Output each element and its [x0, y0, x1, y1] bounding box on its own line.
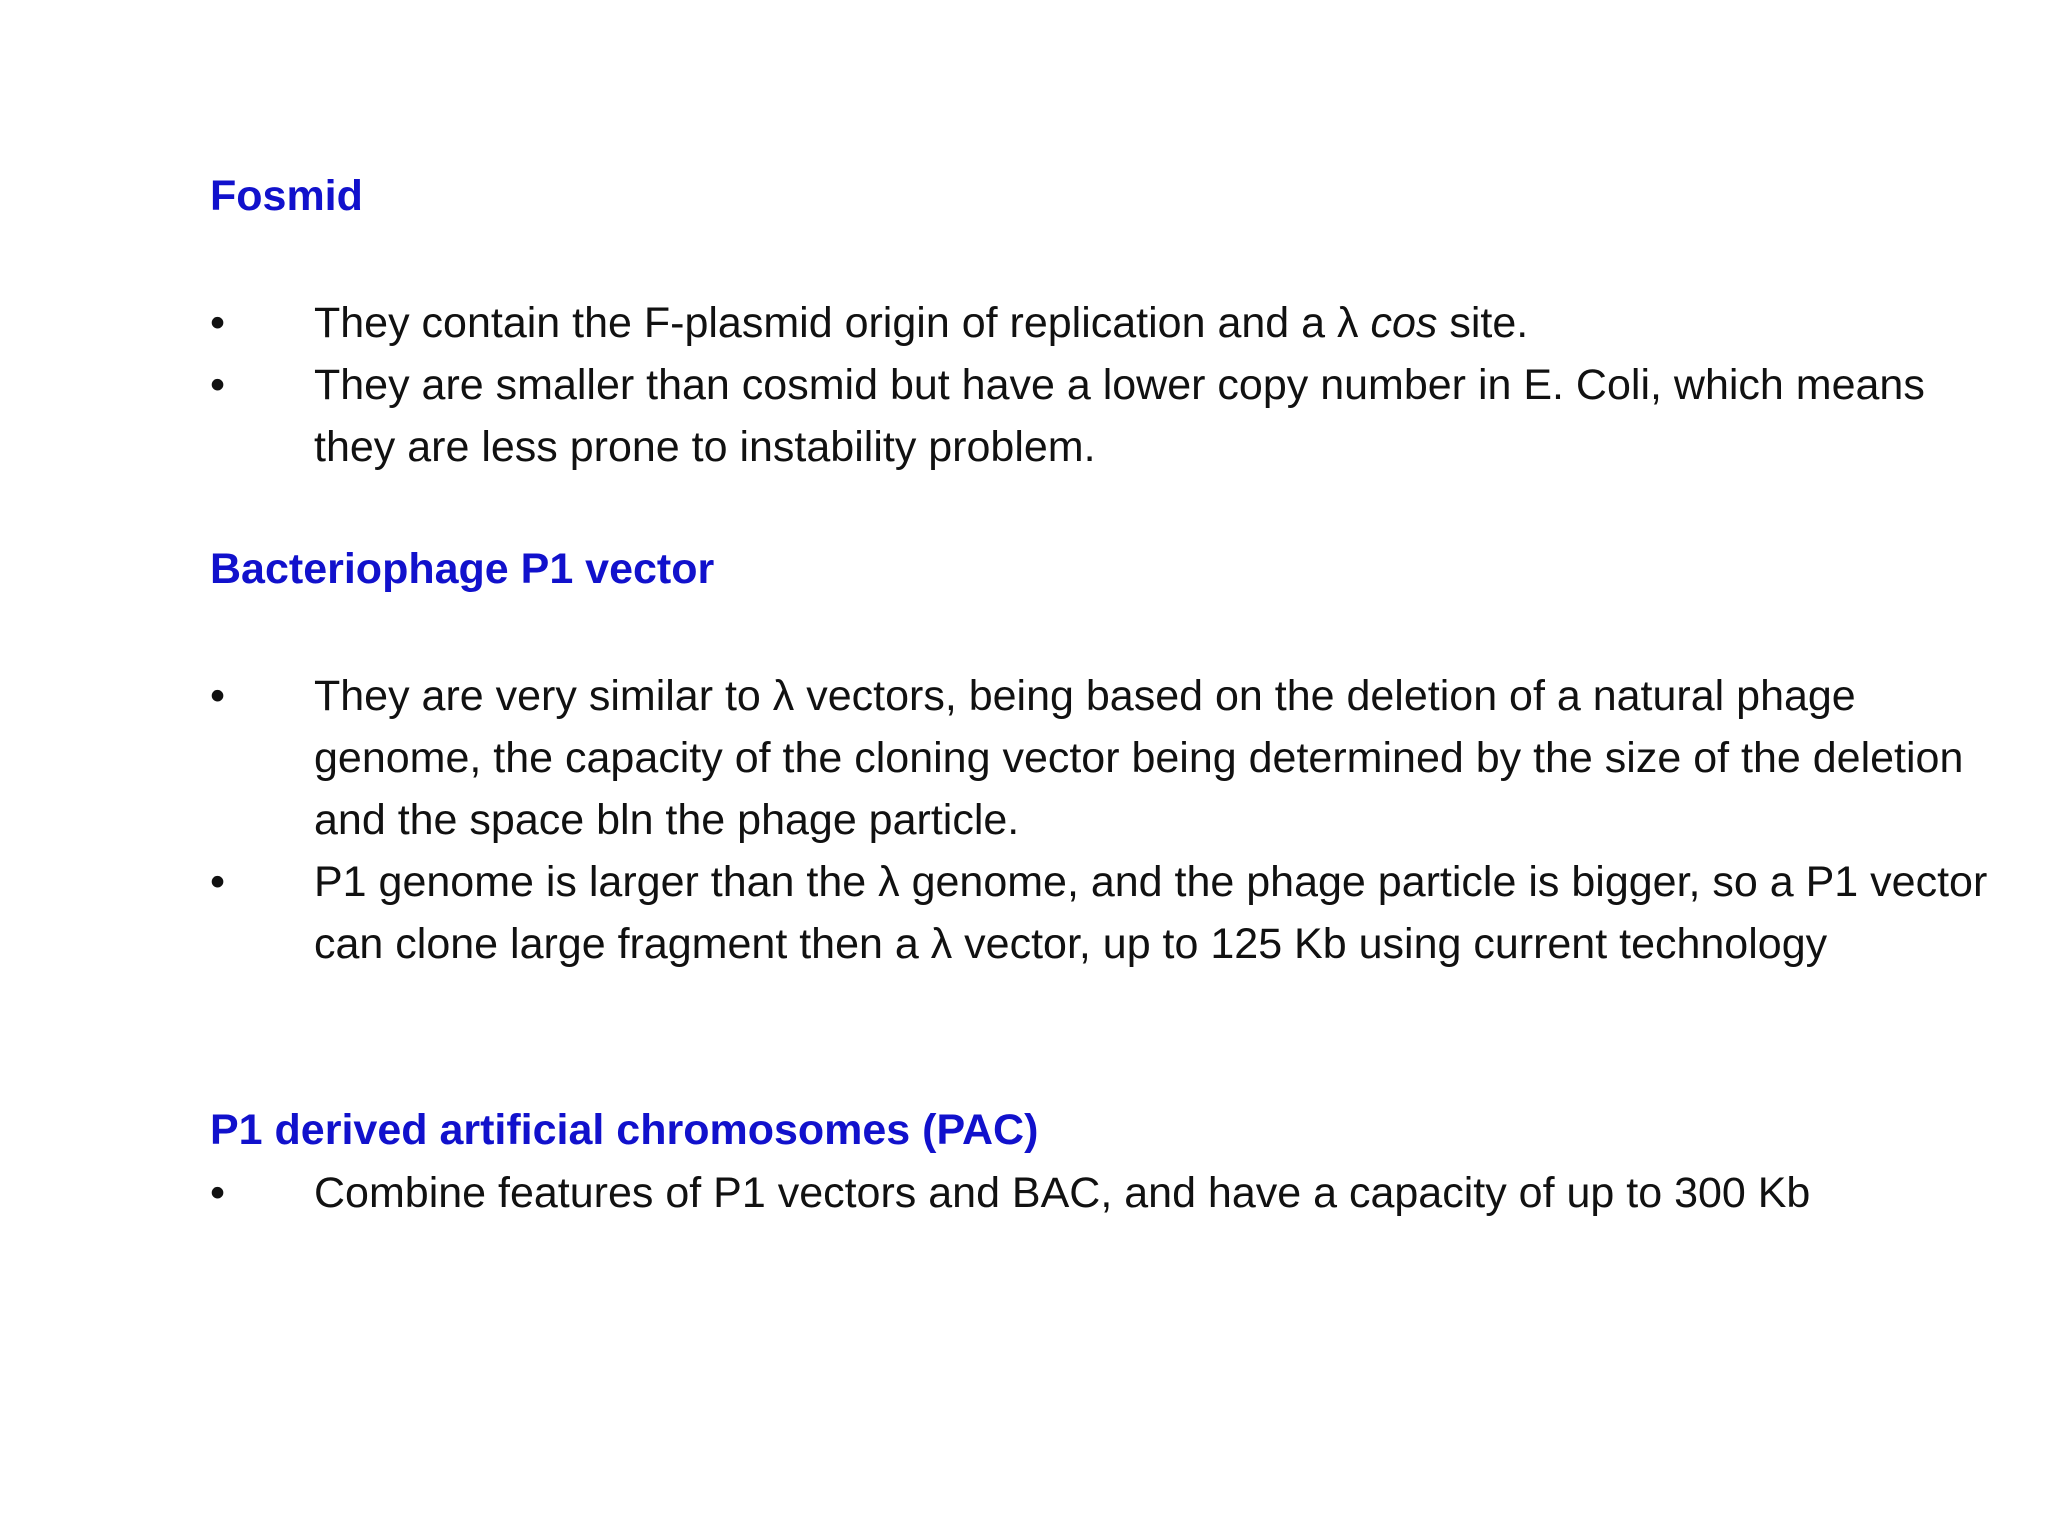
bullet-text: P1 genome is larger than the λ genome, and the phage particle is bigger, so a P1 vector can clone large fragment then a λ vector, up to 125 Kb using current technology	[314, 858, 1988, 968]
section-heading-fosmid: Fosmid	[210, 172, 363, 220]
p1-bullet-2	[210, 851, 1990, 975]
bullet-marker: •	[210, 1169, 226, 1217]
pac-bullet-1	[210, 1162, 1990, 1224]
section-heading-pac: P1 derived artificial chromosomes (PAC)	[210, 1106, 1039, 1154]
bullet-marker: •	[210, 672, 226, 720]
bullet-text: They are smaller than cosmid but have a lower copy number in E. Coli, which means they are less prone to instability problem.	[314, 361, 1925, 471]
bullet-marker: •	[210, 858, 226, 906]
fosmid-bullet-2	[210, 354, 1990, 478]
bullet-marker: •	[210, 299, 226, 347]
bullet-marker: •	[210, 361, 226, 409]
bullet-text-part: They contain the F-plasmid origin of replication and a λ	[314, 299, 1371, 347]
bullet-text-part: site.	[1437, 299, 1529, 347]
fosmid-bullet-1	[210, 292, 1990, 354]
bullet-text-italic: cos	[1370, 299, 1438, 347]
section-heading-p1-vector: Bacteriophage P1 vector	[210, 545, 715, 593]
p1-bullet-1	[210, 665, 1990, 851]
bullet-text	[314, 292, 1990, 354]
bullet-text: They are very similar to λ vectors, being based on the deletion of a natural phage genome, the capacity of the cloning vector being determined by the size of the deletion and the space bln the phage particle.	[314, 672, 1964, 844]
bullet-text: Combine features of P1 vectors and BAC, and have a capacity of up to 300 Kb	[314, 1169, 1811, 1217]
